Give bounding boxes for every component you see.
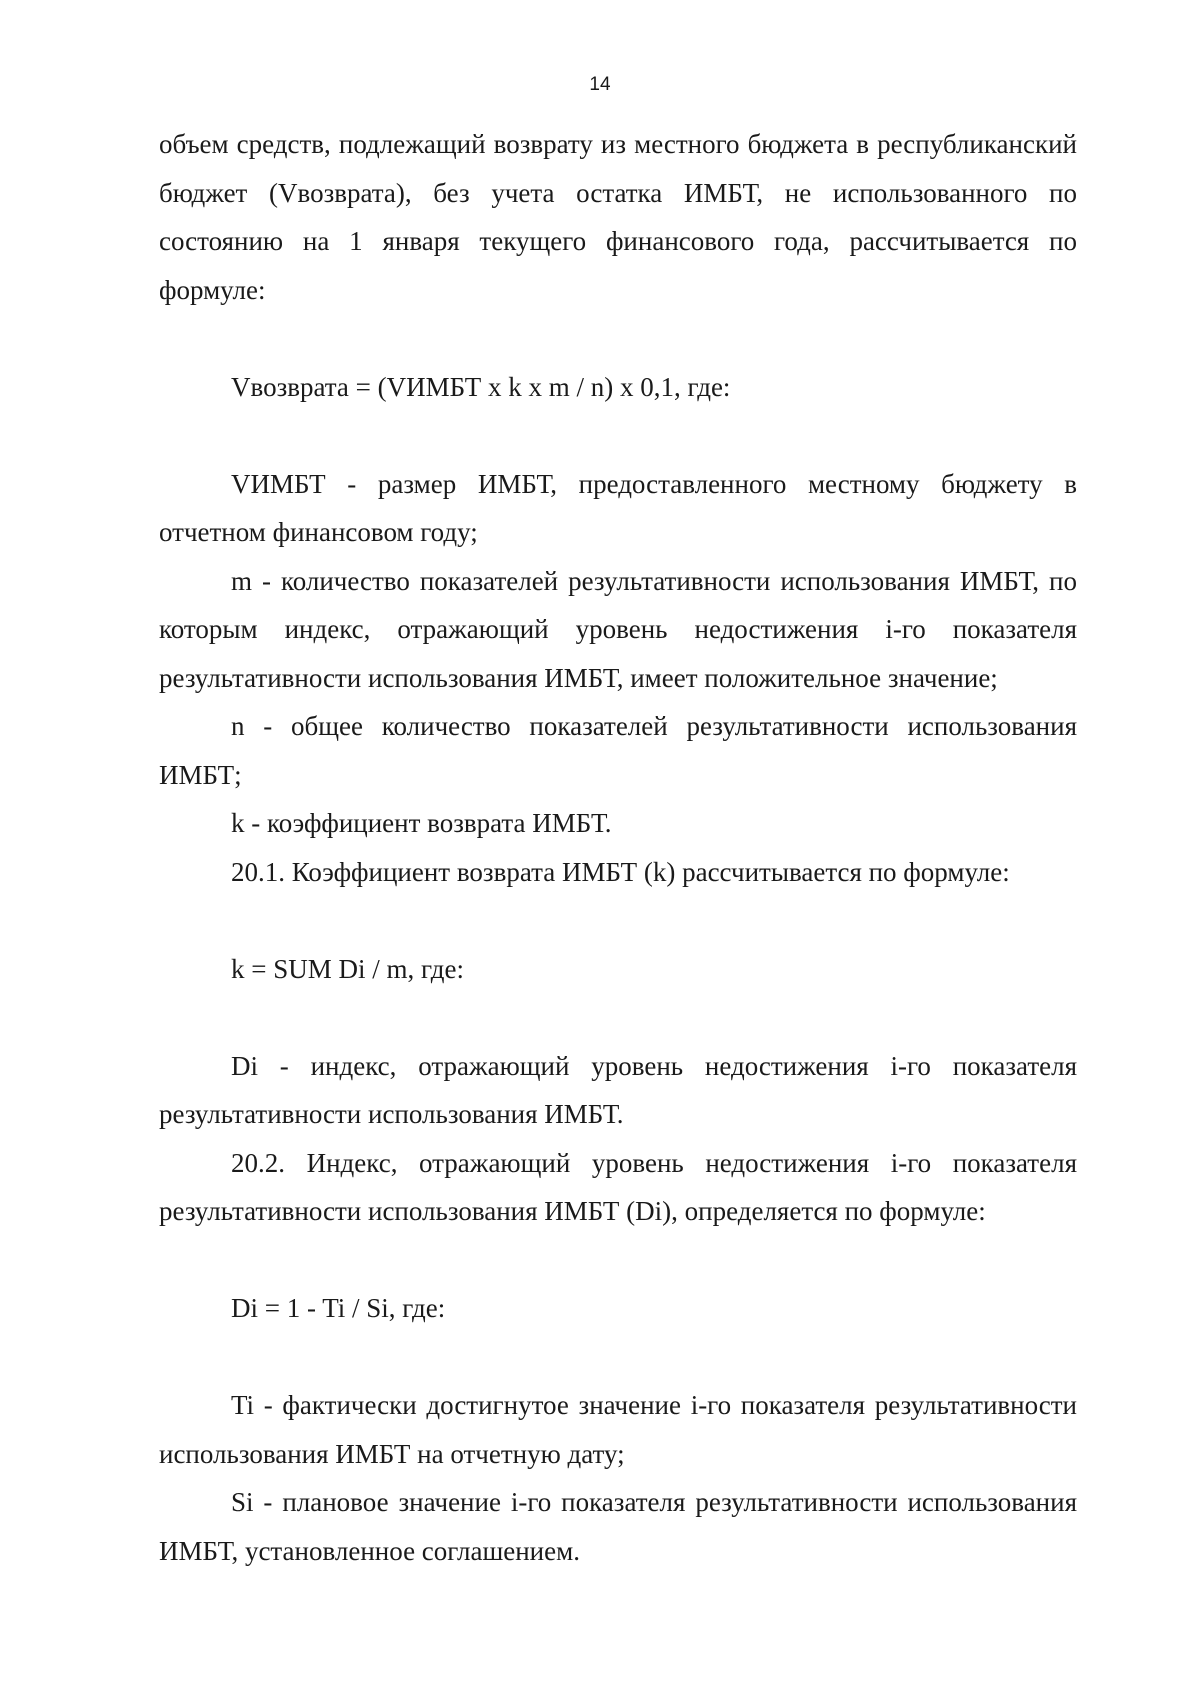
definition-n: n - общее количество показателей результативности использования ИМБТ;	[159, 711, 1077, 790]
paragraph-return-volume: объем средств, подлежащий возврату из местного бюджета в республиканский бюджет (Vвозврата), без учета остатка ИМБТ, не использованного по состоянию на 1 января текущего финансового года, рассчитывается по формуле:	[159, 129, 1077, 305]
paragraph-20-1: 20.1. Коэффициент возврата ИМБТ (k) рассчитывается по формуле:	[231, 856, 1010, 887]
definition-ti: Ti - фактически достигнутое значение i-го показателя результативности использования ИМБТ на отчетную дату;	[159, 1390, 1077, 1469]
spacer	[159, 1236, 1077, 1285]
spacer	[159, 314, 1077, 363]
definition-k: k - коэффициент возврата ИМБТ.	[231, 808, 612, 838]
formula-di: Di = 1 - Ti / Si, где:	[231, 1293, 446, 1323]
spacer	[159, 993, 1077, 1042]
paragraph-20-2: 20.2. Индекс, отражающий уровень недостижения i-го показателя результативности использования ИМБТ (Di), определяется по формуле:	[159, 1147, 1077, 1226]
formula-k: k = SUM Di / m, где:	[231, 953, 464, 984]
formula-return-volume: Vвозврата = (VИМБТ x k x m / n) x 0,1, где:	[231, 371, 731, 402]
spacer	[159, 1333, 1077, 1382]
definition-m: m - количество показателей результативности использования ИМБТ, по которым индекс, отражающий уровень недостижения i-го показателя результативности использования ИМБТ, имеет положительное значение;	[159, 565, 1077, 693]
definition-vimbt: VИМБТ - размер ИМБТ, предоставленного местному бюджету в отчетном финансовом году;	[159, 468, 1077, 547]
definition-di: Di - индекс, отражающий уровень недостижения i-го показателя результативности использования ИМБТ.	[159, 1050, 1077, 1129]
spacer	[159, 411, 1077, 460]
page-number: 14	[589, 74, 611, 95]
document-body	[159, 120, 1077, 1575]
definition-si: Si - плановое значение i-го показателя результативности использования ИМБТ, установленное соглашением.	[159, 1487, 1077, 1566]
spacer	[159, 896, 1077, 945]
